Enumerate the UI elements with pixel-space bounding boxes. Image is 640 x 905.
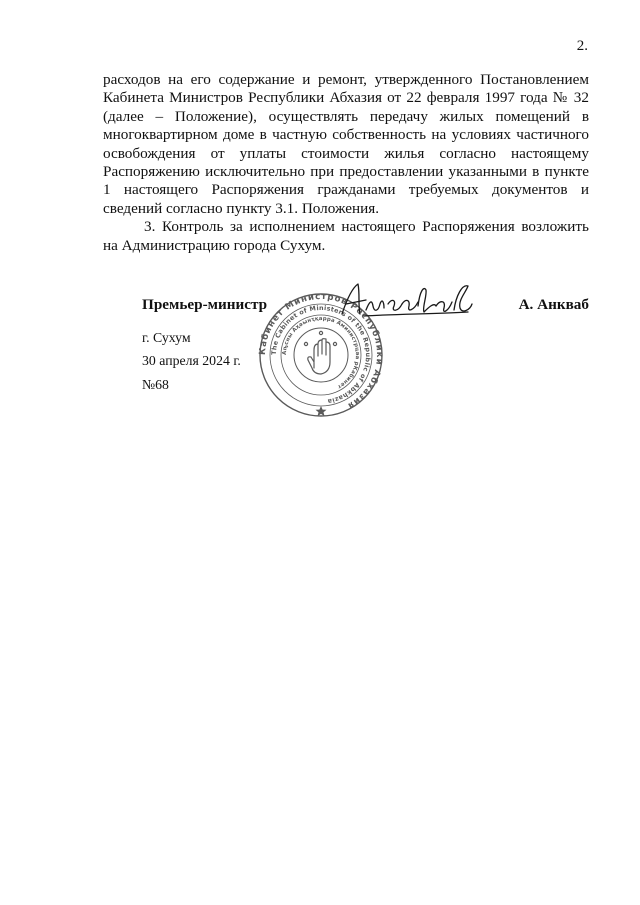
seal-text-middle: The Cabinet of Ministers of the Republic of Abkhazia — [269, 303, 373, 406]
document-number: №68 — [142, 377, 169, 392]
issue-date: 30 апреля 2024 г. — [142, 353, 241, 368]
seal-text-outer: Кабинет Министров Республики Абхазия — [258, 292, 384, 411]
paragraph-continuation: расходов на его содержание и ремонт, утвержденного Постановлением Кабинета Министров Республики Абхазия от 22 февраля 1997 года № 32 (далее – Положение), осуществлять передачу жилых помещений в многоквартирном доме в частную собственность на условиях частичного освобождения от уплаты стоимости жилья согласно настоящему Распоряжению исключительно при предоставлении указанными в пункте 1 настоящего Распоряжения гражданами требуемых документов и сведений согласно пункту 3.1. Положения. — [103, 71, 589, 217]
issue-city: г. Сухум — [142, 330, 191, 345]
signature-row — [142, 296, 589, 320]
page-number: 2. — [576, 38, 588, 54]
seal-text-inner: Аҧсны Аҳәынҭқарра Аминистрцәа рКабинет — [281, 315, 361, 390]
paragraph-control-clause: 3. Контроль за исполнением настоящего Распоряжения возложить на Администрацию города Сухум. — [103, 218, 589, 254]
signatory-name: А. Анкваб — [518, 296, 589, 313]
signatory-title: Премьер-министр — [142, 296, 268, 313]
document-body — [103, 71, 589, 255]
